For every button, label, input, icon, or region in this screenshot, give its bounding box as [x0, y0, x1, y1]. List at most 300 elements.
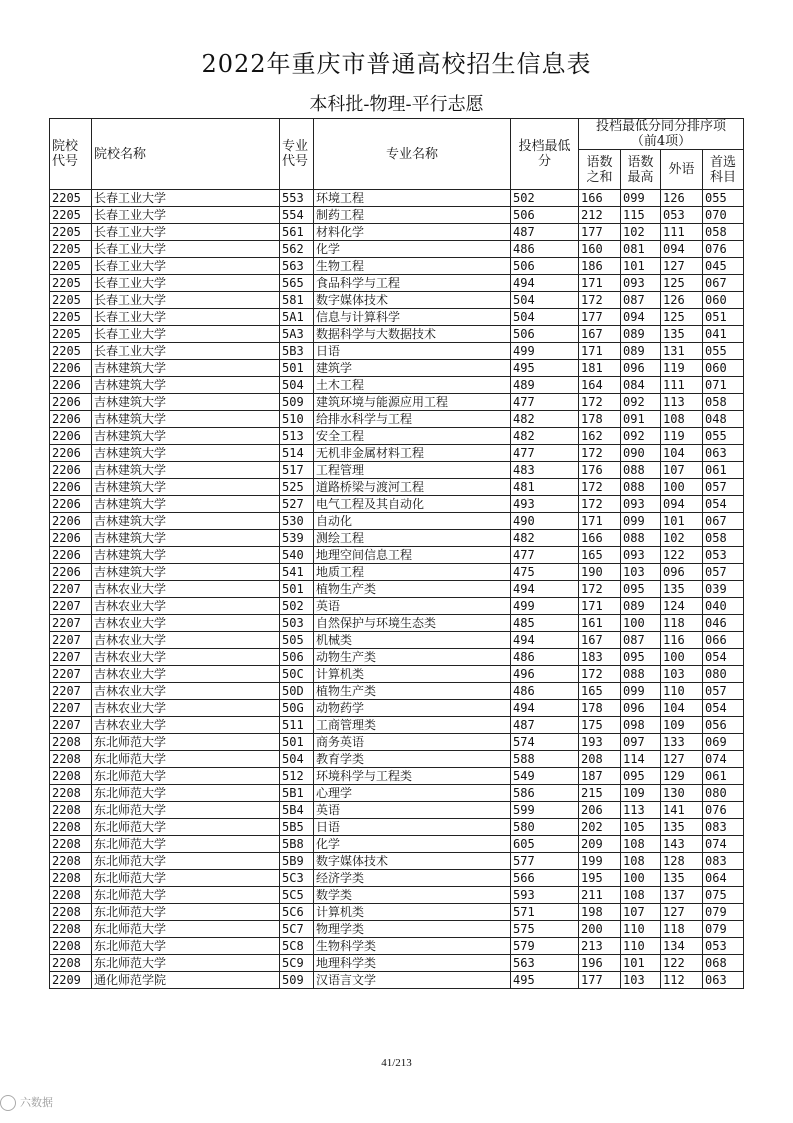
cell-chinese-math-max: 088 — [621, 666, 661, 683]
cell-chinese-math-max: 088 — [621, 479, 661, 496]
cell-min-score: 504 — [511, 292, 579, 309]
cell-school-code: 2206 — [50, 462, 92, 479]
cell-school-code: 2207 — [50, 581, 92, 598]
cell-school-name: 东北师范大学 — [92, 734, 280, 751]
cell-major-name: 自动化 — [314, 513, 511, 530]
table-row — [50, 768, 744, 785]
cell-school-name: 长春工业大学 — [92, 207, 280, 224]
cell-major-code: 539 — [280, 530, 314, 547]
cell-chinese-math-max: 095 — [621, 581, 661, 598]
cell-chinese-math-max: 099 — [621, 683, 661, 700]
cell-foreign-language: 053 — [661, 207, 703, 224]
cell-first-subject: 057 — [703, 564, 744, 581]
cell-chinese-math-sum: 196 — [579, 955, 621, 972]
cell-chinese-math-sum: 166 — [579, 530, 621, 547]
cell-major-name: 英语 — [314, 802, 511, 819]
cell-chinese-math-max: 089 — [621, 343, 661, 360]
cell-school-name: 吉林建筑大学 — [92, 547, 280, 564]
cell-foreign-language: 113 — [661, 394, 703, 411]
cell-chinese-math-max: 096 — [621, 360, 661, 377]
cell-school-name: 东北师范大学 — [92, 904, 280, 921]
cell-min-score: 506 — [511, 258, 579, 275]
cell-min-score: 482 — [511, 428, 579, 445]
table-row — [50, 921, 744, 938]
cell-school-code: 2207 — [50, 598, 92, 615]
header-chinese-math-sum: 语数之和 — [579, 150, 621, 190]
table-row — [50, 581, 744, 598]
cell-chinese-math-sum: 166 — [579, 190, 621, 207]
table-row — [50, 734, 744, 751]
cell-school-name: 东北师范大学 — [92, 802, 280, 819]
cell-chinese-math-sum: 199 — [579, 853, 621, 870]
cell-major-code: 5C8 — [280, 938, 314, 955]
table-row — [50, 445, 744, 462]
cell-school-name: 吉林建筑大学 — [92, 377, 280, 394]
table-row — [50, 802, 744, 819]
cell-first-subject: 054 — [703, 649, 744, 666]
cell-min-score: 477 — [511, 547, 579, 564]
cell-school-name: 长春工业大学 — [92, 343, 280, 360]
cell-school-code: 2208 — [50, 751, 92, 768]
cell-major-name: 地质工程 — [314, 564, 511, 581]
table-row — [50, 530, 744, 547]
cell-school-name: 通化师范学院 — [92, 972, 280, 989]
cell-school-code: 2205 — [50, 190, 92, 207]
cell-first-subject: 041 — [703, 326, 744, 343]
cell-first-subject: 045 — [703, 258, 744, 275]
cell-major-code: 50C — [280, 666, 314, 683]
cell-first-subject: 058 — [703, 224, 744, 241]
table-row — [50, 564, 744, 581]
cell-first-subject: 071 — [703, 377, 744, 394]
cell-major-code: 5A3 — [280, 326, 314, 343]
cell-major-code: 554 — [280, 207, 314, 224]
cell-school-code: 2206 — [50, 479, 92, 496]
cell-chinese-math-sum: 190 — [579, 564, 621, 581]
cell-min-score: 475 — [511, 564, 579, 581]
header-school-name: 院校名称 — [92, 119, 280, 190]
cell-min-score: 490 — [511, 513, 579, 530]
cell-major-code: 565 — [280, 275, 314, 292]
cell-chinese-math-max: 102 — [621, 224, 661, 241]
cell-first-subject: 067 — [703, 275, 744, 292]
cell-school-name: 吉林农业大学 — [92, 700, 280, 717]
cell-first-subject: 056 — [703, 717, 744, 734]
table-row — [50, 955, 744, 972]
cell-major-name: 材料化学 — [314, 224, 511, 241]
cell-min-score: 494 — [511, 581, 579, 598]
cell-chinese-math-sum: 177 — [579, 309, 621, 326]
cell-school-name: 吉林农业大学 — [92, 598, 280, 615]
cell-school-name: 长春工业大学 — [92, 224, 280, 241]
cell-school-code: 2207 — [50, 700, 92, 717]
cell-major-name: 数字媒体技术 — [314, 292, 511, 309]
cell-chinese-math-max: 098 — [621, 717, 661, 734]
cell-first-subject: 039 — [703, 581, 744, 598]
cell-major-code: 514 — [280, 445, 314, 462]
cell-chinese-math-sum: 176 — [579, 462, 621, 479]
cell-min-score: 588 — [511, 751, 579, 768]
table-row — [50, 224, 744, 241]
cell-first-subject: 048 — [703, 411, 744, 428]
cell-major-code: 553 — [280, 190, 314, 207]
cell-chinese-math-max: 088 — [621, 530, 661, 547]
table-row — [50, 462, 744, 479]
cell-school-name: 长春工业大学 — [92, 241, 280, 258]
cell-min-score: 575 — [511, 921, 579, 938]
cell-chinese-math-sum: 181 — [579, 360, 621, 377]
cell-min-score: 486 — [511, 649, 579, 666]
cell-school-name: 吉林建筑大学 — [92, 496, 280, 513]
cell-min-score: 605 — [511, 836, 579, 853]
watermark-logo-icon — [0, 1095, 16, 1111]
cell-first-subject: 080 — [703, 785, 744, 802]
cell-major-code: 5A1 — [280, 309, 314, 326]
header-tiebreak-group — [579, 119, 744, 150]
cell-chinese-math-sum: 211 — [579, 887, 621, 904]
cell-min-score: 599 — [511, 802, 579, 819]
cell-major-name: 环境科学与工程类 — [314, 768, 511, 785]
cell-school-code: 2209 — [50, 972, 92, 989]
cell-foreign-language: 129 — [661, 768, 703, 785]
cell-first-subject: 046 — [703, 615, 744, 632]
cell-foreign-language: 094 — [661, 241, 703, 258]
cell-chinese-math-max: 096 — [621, 700, 661, 717]
cell-chinese-math-sum: 213 — [579, 938, 621, 955]
cell-min-score: 563 — [511, 955, 579, 972]
cell-min-score: 494 — [511, 700, 579, 717]
cell-major-code: 517 — [280, 462, 314, 479]
cell-min-score: 502 — [511, 190, 579, 207]
cell-major-name: 动物生产类 — [314, 649, 511, 666]
cell-chinese-math-sum: 206 — [579, 802, 621, 819]
cell-school-code: 2207 — [50, 717, 92, 734]
cell-first-subject: 061 — [703, 768, 744, 785]
cell-major-code: 512 — [280, 768, 314, 785]
cell-school-name: 吉林建筑大学 — [92, 428, 280, 445]
cell-major-code: 50G — [280, 700, 314, 717]
cell-foreign-language: 104 — [661, 700, 703, 717]
cell-major-name: 数据科学与大数据技术 — [314, 326, 511, 343]
cell-chinese-math-max: 092 — [621, 394, 661, 411]
cell-school-code: 2206 — [50, 445, 92, 462]
cell-major-code: 511 — [280, 717, 314, 734]
table-row — [50, 717, 744, 734]
cell-major-code: 525 — [280, 479, 314, 496]
cell-min-score: 483 — [511, 462, 579, 479]
cell-chinese-math-max: 107 — [621, 904, 661, 921]
cell-major-name: 自然保护与环境生态类 — [314, 615, 511, 632]
cell-school-code: 2207 — [50, 649, 92, 666]
table-row — [50, 241, 744, 258]
cell-major-code: 5C3 — [280, 870, 314, 887]
cell-major-code: 509 — [280, 394, 314, 411]
cell-chinese-math-max: 115 — [621, 207, 661, 224]
cell-major-name: 植物生产类 — [314, 581, 511, 598]
cell-chinese-math-max: 093 — [621, 496, 661, 513]
cell-chinese-math-sum: 177 — [579, 224, 621, 241]
cell-chinese-math-max: 103 — [621, 972, 661, 989]
table-row — [50, 649, 744, 666]
cell-chinese-math-sum: 178 — [579, 700, 621, 717]
table-row — [50, 547, 744, 564]
cell-foreign-language: 137 — [661, 887, 703, 904]
cell-min-score: 489 — [511, 377, 579, 394]
cell-major-code: 50D — [280, 683, 314, 700]
cell-major-code: 503 — [280, 615, 314, 632]
cell-first-subject: 070 — [703, 207, 744, 224]
cell-foreign-language: 125 — [661, 275, 703, 292]
cell-school-name: 东北师范大学 — [92, 955, 280, 972]
cell-foreign-language: 103 — [661, 666, 703, 683]
cell-major-name: 日语 — [314, 343, 511, 360]
cell-chinese-math-sum: 186 — [579, 258, 621, 275]
table-row — [50, 904, 744, 921]
cell-major-name: 汉语言文学 — [314, 972, 511, 989]
cell-first-subject: 055 — [703, 343, 744, 360]
cell-school-code: 2207 — [50, 632, 92, 649]
cell-first-subject: 060 — [703, 360, 744, 377]
cell-major-name: 数学类 — [314, 887, 511, 904]
cell-chinese-math-max: 093 — [621, 275, 661, 292]
cell-chinese-math-sum: 172 — [579, 496, 621, 513]
cell-chinese-math-max: 101 — [621, 955, 661, 972]
cell-major-name: 商务英语 — [314, 734, 511, 751]
cell-school-code: 2208 — [50, 955, 92, 972]
cell-school-code: 2205 — [50, 224, 92, 241]
cell-first-subject: 079 — [703, 921, 744, 938]
cell-foreign-language: 108 — [661, 411, 703, 428]
cell-major-code: 540 — [280, 547, 314, 564]
header-tiebreak-title: 投档最低分同分排序项 — [596, 119, 727, 134]
cell-foreign-language: 135 — [661, 326, 703, 343]
cell-school-code: 2207 — [50, 666, 92, 683]
cell-chinese-math-max: 097 — [621, 734, 661, 751]
cell-major-name: 测绘工程 — [314, 530, 511, 547]
cell-major-name: 化学 — [314, 241, 511, 258]
cell-first-subject: 055 — [703, 428, 744, 445]
cell-first-subject: 058 — [703, 530, 744, 547]
cell-major-name: 道路桥梁与渡河工程 — [314, 479, 511, 496]
cell-school-name: 长春工业大学 — [92, 275, 280, 292]
cell-major-name: 生物工程 — [314, 258, 511, 275]
cell-min-score: 481 — [511, 479, 579, 496]
cell-foreign-language: 100 — [661, 649, 703, 666]
cell-first-subject: 061 — [703, 462, 744, 479]
cell-major-code: 5B4 — [280, 802, 314, 819]
cell-first-subject: 083 — [703, 853, 744, 870]
cell-min-score: 486 — [511, 241, 579, 258]
cell-chinese-math-max: 099 — [621, 513, 661, 530]
cell-min-score: 482 — [511, 530, 579, 547]
cell-major-name: 地理科学类 — [314, 955, 511, 972]
cell-first-subject: 055 — [703, 190, 744, 207]
cell-school-name: 东北师范大学 — [92, 887, 280, 904]
cell-school-name: 长春工业大学 — [92, 309, 280, 326]
table-row — [50, 258, 744, 275]
cell-foreign-language: 119 — [661, 428, 703, 445]
cell-major-name: 机械类 — [314, 632, 511, 649]
cell-school-name: 东北师范大学 — [92, 853, 280, 870]
cell-major-code: 5C6 — [280, 904, 314, 921]
cell-chinese-math-max: 110 — [621, 938, 661, 955]
cell-chinese-math-sum: 195 — [579, 870, 621, 887]
cell-first-subject: 053 — [703, 938, 744, 955]
cell-major-name: 给排水科学与工程 — [314, 411, 511, 428]
cell-school-name: 东北师范大学 — [92, 921, 280, 938]
cell-first-subject: 063 — [703, 445, 744, 462]
cell-major-code: 530 — [280, 513, 314, 530]
cell-chinese-math-sum: 200 — [579, 921, 621, 938]
cell-chinese-math-max: 095 — [621, 768, 661, 785]
cell-foreign-language: 135 — [661, 819, 703, 836]
cell-chinese-math-sum: 202 — [579, 819, 621, 836]
cell-major-name: 工程管理 — [314, 462, 511, 479]
cell-major-name: 心理学 — [314, 785, 511, 802]
cell-school-code: 2208 — [50, 904, 92, 921]
table-row — [50, 496, 744, 513]
cell-chinese-math-max: 105 — [621, 819, 661, 836]
cell-school-name: 东北师范大学 — [92, 751, 280, 768]
cell-min-score: 487 — [511, 717, 579, 734]
cell-major-name: 无机非金属材料工程 — [314, 445, 511, 462]
table-row — [50, 394, 744, 411]
cell-chinese-math-sum: 172 — [579, 445, 621, 462]
cell-school-name: 吉林农业大学 — [92, 581, 280, 598]
cell-foreign-language: 127 — [661, 904, 703, 921]
cell-foreign-language: 127 — [661, 751, 703, 768]
table-row — [50, 479, 744, 496]
cell-major-code: 513 — [280, 428, 314, 445]
header-tiebreak-subtitle: （前4项） — [630, 134, 692, 149]
cell-major-code: 581 — [280, 292, 314, 309]
cell-school-name: 长春工业大学 — [92, 292, 280, 309]
cell-first-subject: 057 — [703, 479, 744, 496]
cell-chinese-math-max: 100 — [621, 870, 661, 887]
page-title: 2022年重庆市普通高校招生信息表 — [201, 50, 592, 78]
cell-major-code: 501 — [280, 734, 314, 751]
cell-school-code: 2206 — [50, 513, 92, 530]
cell-major-name: 植物生产类 — [314, 683, 511, 700]
cell-first-subject: 079 — [703, 904, 744, 921]
cell-chinese-math-sum: 162 — [579, 428, 621, 445]
cell-major-code: 561 — [280, 224, 314, 241]
cell-min-score: 549 — [511, 768, 579, 785]
cell-chinese-math-sum: 165 — [579, 683, 621, 700]
page-number: 41/213 — [381, 1057, 412, 1069]
cell-foreign-language: 126 — [661, 292, 703, 309]
cell-first-subject: 066 — [703, 632, 744, 649]
cell-chinese-math-sum: 165 — [579, 547, 621, 564]
cell-school-name: 吉林农业大学 — [92, 632, 280, 649]
cell-foreign-language: 131 — [661, 343, 703, 360]
cell-major-code: 510 — [280, 411, 314, 428]
cell-school-name: 东北师范大学 — [92, 938, 280, 955]
cell-min-score: 571 — [511, 904, 579, 921]
cell-min-score: 477 — [511, 445, 579, 462]
cell-min-score: 494 — [511, 275, 579, 292]
cell-school-name: 东北师范大学 — [92, 870, 280, 887]
cell-school-name: 东北师范大学 — [92, 819, 280, 836]
cell-min-score: 593 — [511, 887, 579, 904]
cell-foreign-language: 122 — [661, 547, 703, 564]
cell-school-name: 长春工业大学 — [92, 190, 280, 207]
cell-foreign-language: 111 — [661, 224, 703, 241]
table-header — [50, 119, 744, 190]
cell-min-score: 506 — [511, 326, 579, 343]
table-row — [50, 938, 744, 955]
cell-foreign-language: 126 — [661, 190, 703, 207]
cell-major-name: 安全工程 — [314, 428, 511, 445]
header-chinese-math-max: 语数最高 — [621, 150, 661, 190]
cell-chinese-math-max: 087 — [621, 632, 661, 649]
table-row — [50, 513, 744, 530]
cell-min-score: 574 — [511, 734, 579, 751]
cell-school-code: 2208 — [50, 768, 92, 785]
cell-chinese-math-max: 090 — [621, 445, 661, 462]
header-major-code: 专业代号 — [280, 119, 314, 190]
cell-school-code: 2208 — [50, 836, 92, 853]
cell-school-code: 2205 — [50, 309, 92, 326]
cell-chinese-math-sum: 171 — [579, 513, 621, 530]
cell-school-code: 2206 — [50, 547, 92, 564]
header-school-code: 院校代号 — [50, 119, 92, 190]
table-row — [50, 683, 744, 700]
cell-foreign-language: 107 — [661, 462, 703, 479]
cell-school-name: 吉林建筑大学 — [92, 462, 280, 479]
page-subtitle: 本科批-物理-平行志愿 — [309, 94, 484, 115]
cell-min-score: 482 — [511, 411, 579, 428]
cell-school-name: 长春工业大学 — [92, 258, 280, 275]
cell-foreign-language: 102 — [661, 530, 703, 547]
table-row — [50, 309, 744, 326]
cell-school-code: 2206 — [50, 394, 92, 411]
cell-chinese-math-max: 113 — [621, 802, 661, 819]
cell-foreign-language: 135 — [661, 581, 703, 598]
cell-major-name: 信息与计算科学 — [314, 309, 511, 326]
table-row — [50, 598, 744, 615]
cell-foreign-language: 112 — [661, 972, 703, 989]
admission-table — [49, 118, 744, 989]
cell-min-score: 506 — [511, 207, 579, 224]
cell-chinese-math-sum: 171 — [579, 275, 621, 292]
cell-foreign-language: 118 — [661, 615, 703, 632]
cell-min-score: 504 — [511, 309, 579, 326]
cell-school-code: 2206 — [50, 564, 92, 581]
cell-chinese-math-max: 108 — [621, 887, 661, 904]
table-row — [50, 819, 744, 836]
cell-major-code: 5B9 — [280, 853, 314, 870]
cell-school-name: 吉林农业大学 — [92, 717, 280, 734]
cell-chinese-math-sum: 193 — [579, 734, 621, 751]
cell-first-subject: 057 — [703, 683, 744, 700]
cell-major-name: 土木工程 — [314, 377, 511, 394]
table-row — [50, 836, 744, 853]
cell-foreign-language: 124 — [661, 598, 703, 615]
cell-chinese-math-sum: 167 — [579, 632, 621, 649]
cell-school-name: 吉林建筑大学 — [92, 530, 280, 547]
cell-major-name: 数字媒体技术 — [314, 853, 511, 870]
cell-first-subject: 051 — [703, 309, 744, 326]
cell-school-code: 2208 — [50, 870, 92, 887]
table-row — [50, 428, 744, 445]
cell-school-code: 2205 — [50, 207, 92, 224]
header-min-score: 投档最低分 — [511, 119, 579, 190]
cell-foreign-language: 118 — [661, 921, 703, 938]
cell-major-code: 563 — [280, 258, 314, 275]
table-row — [50, 615, 744, 632]
cell-chinese-math-sum: 175 — [579, 717, 621, 734]
